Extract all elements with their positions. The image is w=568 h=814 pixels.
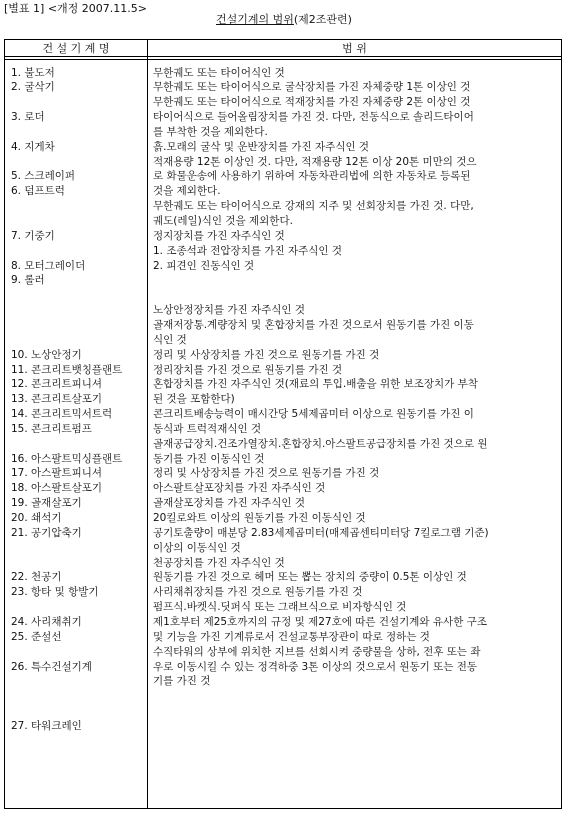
scope-text-line: 20킬로와트 이상의 원동기를 가진 이동식인 것 bbox=[153, 512, 366, 524]
machine-name-item: 6. 덤프트럭 bbox=[11, 185, 65, 198]
machine-name-item: 7. 기중기 bbox=[11, 229, 55, 242]
machine-name-item: 16. 아스팔트믹싱플랜트 bbox=[11, 452, 123, 465]
header-divider-top bbox=[5, 56, 561, 57]
scope-text-line: 원동기를 가진 것으로 헤머 또는 뽑는 장치의 중량이 0.5톤 이상인 것 bbox=[153, 571, 467, 584]
machine-name-item: 3. 로더 bbox=[11, 111, 45, 124]
machine-name-item: 25. 준설선 bbox=[11, 630, 62, 643]
scope-text-line: 천공장치를 가진 자주식인 것 bbox=[153, 556, 285, 569]
scope-text-line: 동식과 트럭적재식인 것 bbox=[153, 422, 262, 435]
scope-text-line: 타이어식으로 들어올림장치를 가진 것. 다만, 전동식으로 솔리드타이어 bbox=[153, 111, 474, 124]
scope-text-line: 식인 것 bbox=[153, 333, 187, 346]
column-header-scope: 범 위 bbox=[342, 42, 367, 55]
title-suffix: (제2조관련) bbox=[293, 13, 352, 26]
machine-name-item: 15. 콘크리트펌프 bbox=[11, 422, 92, 435]
scope-text-line: 무한궤도 또는 타이어식으로 적재장치를 가진 자체중량 2톤 이상인 것 bbox=[153, 96, 471, 109]
machine-name-item: 9. 롤러 bbox=[11, 274, 45, 287]
scope-text-line: 2. 피견인 진동식인 것 bbox=[153, 259, 255, 272]
machine-name-item: 10. 노상안정기 bbox=[11, 348, 82, 361]
scope-text-line: 궤도(레일)식인 것을 제외한다. bbox=[153, 215, 293, 227]
scope-text-line: 정리 및 사상장치를 가진 것으로 원동기를 가진 것 bbox=[153, 467, 380, 480]
machine-name-item: 2. 굴삭기 bbox=[11, 81, 55, 94]
scope-text-line: 제1호부터 제25호까지의 규정 및 제27호에 따른 건설기계와 유사한 구조 bbox=[153, 615, 487, 628]
scope-text-line: 동기를 가진 이동식인 것 bbox=[153, 452, 265, 465]
scope-table bbox=[4, 39, 562, 809]
scope-text-line: 것을 제외한다. bbox=[153, 185, 221, 198]
scope-text-line: 정리 및 사상장치를 가진 것으로 원동기를 가진 것 bbox=[153, 348, 380, 361]
scope-text-line: 기를 가진 것 bbox=[153, 675, 211, 688]
scope-text-line: 를 부착한 것을 제외한다. bbox=[153, 125, 268, 138]
machine-name-item: 12. 콘크리트피니셔 bbox=[11, 378, 103, 391]
machine-name-item: 20. 쇄석기 bbox=[11, 512, 62, 524]
machine-name-item: 13. 콘크리트살포기 bbox=[11, 393, 103, 406]
machine-name-item: 11. 콘크리트뱃칭플랜트 bbox=[11, 363, 123, 376]
scope-text-line: 사리채취장치를 가진 것으로 원동기를 가진 것 bbox=[153, 586, 363, 599]
header-note: [별표 1] <개정 2007.11.5> bbox=[4, 2, 147, 15]
scope-text-line: 무한궤도 또는 타이어식으로 강재의 지주 및 선회장치를 가진 것. 다만, bbox=[153, 200, 474, 213]
machine-name-item: 22. 천공기 bbox=[11, 571, 62, 584]
machine-name-item: 21. 공기압축기 bbox=[11, 526, 82, 539]
machine-name-item: 23. 항타 및 항발기 bbox=[11, 586, 99, 599]
scope-text-line: 된 것을 포함한다) bbox=[153, 393, 235, 406]
machine-name-item: 19. 골재살포기 bbox=[11, 497, 82, 510]
scope-text-line: 골재살포장치를 가진 자주식인 것 bbox=[153, 497, 306, 510]
scope-text-line: 무한궤도 또는 타이어식으로 굴삭장치를 가진 자체중량 1톤 이상인 것 bbox=[153, 81, 471, 94]
document-title bbox=[0, 13, 568, 27]
scope-text-line: 펌프식.바켓식.딧퍼식 또는 그래브식으로 비자항식인 것 bbox=[153, 601, 407, 614]
scope-text-line: 우로 이동시킬 수 있는 정격하중 3톤 이상의 것으로서 원동기 또는 전동 bbox=[153, 660, 478, 673]
machine-name-item: 17. 아스팔트피니셔 bbox=[11, 467, 103, 480]
machine-name-item: 26. 특수건설기계 bbox=[11, 660, 92, 673]
scope-text-line: 정지장치를 가진 자주식인 것 bbox=[153, 229, 285, 242]
machine-name-item: 27. 타워크레인 bbox=[11, 719, 82, 732]
scope-text-line: 로 화물운송에 사용하기 위하여 자동차관리법에 의한 자동차로 등록된 bbox=[153, 170, 471, 183]
scope-text-line: 이상의 이동식인 것 bbox=[153, 541, 241, 554]
scope-text-line: 아스팔트살포장치를 가진 자주식인 것 bbox=[153, 482, 326, 495]
scope-text-line: 골재공급장치.건조가열장치.혼합장치.아스팔트공급장치를 가진 것으로 원 bbox=[153, 437, 488, 450]
scope-text-line: 골재저장통.계량장치 및 혼합장치를 가진 것으로서 원동기를 가진 이동 bbox=[153, 318, 474, 331]
machine-name-item: 1. 불도저 bbox=[11, 66, 55, 79]
scope-text-line: 공기토출량이 매분당 2.83세제곱미터(매제곱센티미터당 7킬로그램 기준) bbox=[153, 526, 489, 539]
title-main: 건설기계의 범위 bbox=[216, 13, 294, 26]
scope-text-line: 흙.모래의 굴삭 및 운반장치를 가진 자주식인 것 bbox=[153, 140, 370, 153]
machine-name-item: 5. 스크레이퍼 bbox=[11, 170, 76, 183]
machine-name-item: 18. 아스팔트살포기 bbox=[11, 482, 103, 495]
column-header-name: 건 설 기 계 명 bbox=[42, 42, 110, 55]
machine-name-item: 14. 콘크리트믹서트럭 bbox=[11, 408, 113, 421]
machine-name-item: 8. 모터그레이더 bbox=[11, 259, 86, 272]
scope-text-line: 무한궤도 또는 타이어식인 것 bbox=[153, 66, 285, 79]
scope-text-line: 및 기능을 가진 기계류로서 건설교통부장관이 따로 정하는 것 bbox=[153, 630, 430, 643]
scope-text-line: 노상안정장치를 가진 자주식인 것 bbox=[153, 304, 306, 317]
machine-name-item: 4. 지게차 bbox=[11, 140, 55, 153]
scope-text-line: 혼합장치를 가진 자주식인 것(재료의 투입.배출을 위한 보조장치가 부착 bbox=[153, 378, 478, 391]
scope-text-line: 적재용량 12톤 이상인 것. 다만, 적재용량 12톤 이상 20톤 미만의 것으 bbox=[153, 155, 477, 168]
scope-text-line: 정리장치를 가진 것으로 원동기를 가진 것 bbox=[153, 363, 343, 376]
scope-text-line: 콘크리트배송능력이 매시간당 5세제곱미터 이상으로 원동기를 가진 이 bbox=[153, 408, 474, 421]
header-divider-bottom bbox=[5, 59, 561, 60]
scope-text-line: 1. 조종석과 전압장치를 가진 자주식인 것 bbox=[153, 244, 342, 257]
scope-text-line: 수직타워의 상부에 위치한 지브를 선회시켜 중량물을 상하, 전후 또는 좌 bbox=[153, 645, 481, 658]
column-divider bbox=[147, 40, 148, 808]
machine-name-item: 24. 사리채취기 bbox=[11, 615, 82, 628]
